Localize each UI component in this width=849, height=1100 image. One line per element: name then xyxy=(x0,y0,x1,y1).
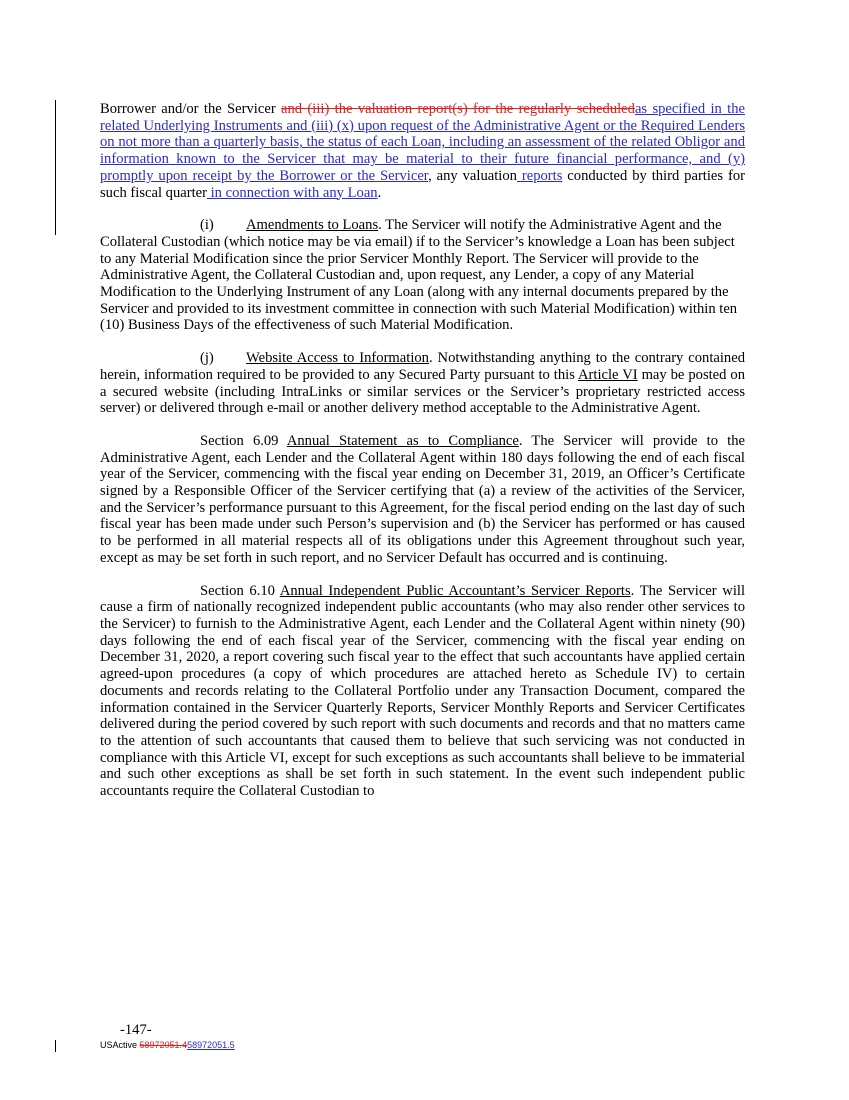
document-id xyxy=(100,1040,235,1050)
doc-id-inserted: 58972051.5 xyxy=(187,1040,235,1050)
text-run: . xyxy=(377,184,382,201)
clause-heading: Website Access to Information xyxy=(246,350,429,367)
inserted-text: as specified in the related Underlying Instruments and (iii) (x) upon request of the Administrative Agent or the Required Lenders on not more than a quarterly basis, the status of each Loan, including an assessment of the related Obligor and information known to the Servicer that may be material to their future financial performance, and (y) promptly upon receipt by the Borrower or the Servicer xyxy=(100,101,745,184)
deleted-text: and (iii) the valuation report(s) for the regularly scheduled xyxy=(281,101,635,117)
section-body: . The Servicer will cause a firm of nationally recognized independent public accountants (who may also render other services to the Servicer) to furnish to the Administrative Agent, each Lender and the Collateral Agent within ninety (90) days following the end of each fiscal year of the Servicer, commencing with the fiscal year ending on December 31, 2020, a report covering such fiscal year to the effect that such accountants have applied certain agreed-upon procedures (a copy of which procedures are attached hereto as Schedule IV) to certain documents and records relating to the Collateral Portfolio under any Transaction Document, compared the information contained in the Servicer Quarterly Reports, Servicer Monthly Reports and Servicer Certificates delivered during the period covered by such report with such documents and records and that no matters came to the attention of such accountants that caused them to believe that such servicing was not conducted in compliance with this Article VI, except for such exceptions as such accountants shall believe to be immaterial and such other exceptions as shall be set forth in such statement. In the event such independent public accountants require the Collateral Custodian to xyxy=(100,582,745,800)
section-6-09 xyxy=(100,433,745,567)
body-text xyxy=(100,101,745,816)
paragraph-j xyxy=(100,350,745,417)
text-run: conducted by third parties for such fiscal quarter xyxy=(100,167,746,201)
doc-id-prefix: USActive xyxy=(100,1040,140,1050)
paragraph-i xyxy=(100,217,745,334)
text-run: Borrower and/or the Servicer xyxy=(100,101,282,117)
inserted-text: in connection with any Loan xyxy=(206,184,378,201)
paragraph-continuation xyxy=(100,101,745,201)
doc-id-deleted: 58972051.4 xyxy=(139,1040,188,1050)
inserted-text: reports xyxy=(516,167,563,184)
text-run: , any valuation xyxy=(428,167,517,184)
clause-label: (i) xyxy=(200,217,214,234)
section-number: Section 6.10 xyxy=(200,582,280,599)
clause-body: . The Servicer will notify the Administrative Agent and the Collateral Custodian (which notice may be via email) if to the Servicer’s knowledge a Loan has been subject to any Material Modification since the prior Servicer Monthly Report. The Servicer will provide to the Administrative Agent, the Collateral Custodian and, upon request, any Lender, a copy of any Material Modification to the Underlying Instrument of any Loan (along with any internal documents prepared by the Servicer and provided to its investment committee in connection with such Material Modification) within ten (10) Business Days of the effectiveness of such Material Modification. xyxy=(100,217,738,334)
section-heading: Annual Independent Public Accountant’s Servicer Reports xyxy=(279,582,631,599)
section-number: Section 6.09 xyxy=(200,432,287,449)
clause-body: . Notwithstanding anything to the contrary contained herein, information required to be provided to any Secured Party pursuant to this xyxy=(100,350,745,383)
change-bar xyxy=(55,100,56,235)
footer-change-bar xyxy=(55,1040,56,1052)
section-6-10 xyxy=(100,583,745,800)
section-body: . The Servicer will provide to the Administrative Agent, each Lender and the Collateral Agent within 180 days following the end of each fiscal year of the Servicer, commencing with the fiscal year ending on December 31, 2019, an Officer’s Certificate signed by a Responsible Officer of the Servicer certifying that (a) a review of the activities of the Servicer, and the Servicer’s performance pursuant to this Agreement, for the fiscal period ending on the last day of such fiscal year has been made under such Person’s supervision and (b) the Servicer has performed or has caused to be performed in all material respects all of its obligations under this Agreement throughout such year, except as may be set forth in such report, and no Servicer Default has occurred and is continuing. xyxy=(100,432,745,566)
article-reference: Article VI xyxy=(578,366,638,383)
page-number: -147- xyxy=(120,1022,152,1038)
clause-heading: Amendments to Loans xyxy=(246,217,379,234)
clause-body: may be posted on a secured website (including IntraLinks or similar services or the Servicer’s proprietary restricted access server) or delivered through e-mail or another delivery method acceptable to the Administrative Agent. xyxy=(100,366,745,417)
section-heading: Annual Statement as to Compliance xyxy=(286,432,519,449)
clause-label: (j) xyxy=(200,350,214,367)
